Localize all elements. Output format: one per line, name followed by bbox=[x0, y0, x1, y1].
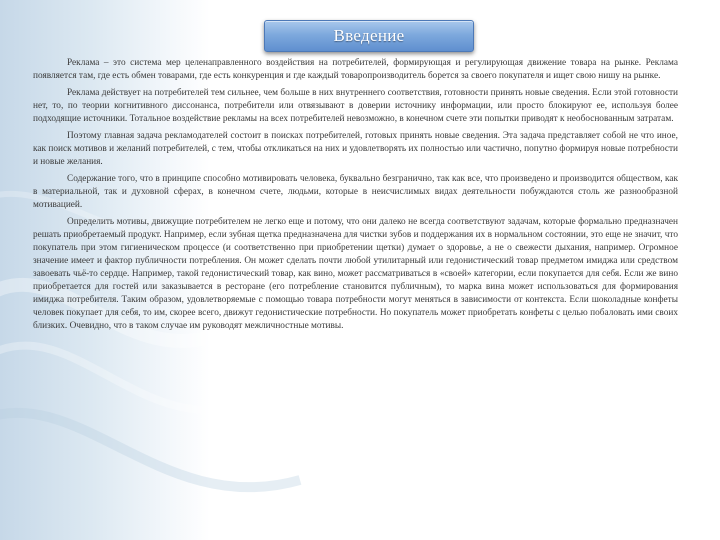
body-text bbox=[33, 57, 678, 337]
paragraph: Реклама действует на потребителей тем сильнее, чем больше в них внутреннего соответствия, готовности принять новые сведения. Если этой готовности нет, то, по теории когнитивного диссонанса, потребители или отвязывают в доверии источнику информации, или просто блокируют ее, используя более подходящие источники. Тотальное воздействие рекламы на всех потребителей невозможно, в конечном счете эти попытки приводят к необоснованным затратам. bbox=[33, 88, 678, 124]
paragraph: Реклама – это система мер целенаправленного воздействия на потребителей, формирующая и регулирующая движение товара на рынке. Реклама появляется там, где есть обмен товарами, где есть конкуренция и где каждый товаропроизводитель борется за своего покупателя и ищет свою нишу на рынке. bbox=[33, 58, 678, 81]
paragraph: Содержание того, что в принципе способно мотивировать человека, буквально безгранично, так как все, что произведено и производится обществом, как в материальной, так и духовной сферах, в конечном счете, людьми, которые в неисчислимых видах деятельности побуждаются столь же разнообразной мотивацией. bbox=[33, 174, 678, 210]
slide-title: Введение bbox=[333, 26, 405, 45]
paragraph: Определить мотивы, движущие потребителем не легко еще и потому, что они далеко не всегда соответствуют задачам, которые формально предназначен решать приобретаемый продукт. Например, если зубная щетка предназначена для чистки зубов и поддержания их в нормальном состоянии, это еще не значит, что покупатель при этом гигиеническом процессе (и соответственно при приобретении щетки) думает о здоровье, а не о свежести дыхания, например. Огромное значение имеет и фактор публичности потребления. Он может сделать почти любой утилитарный или гедонистический товар предметом имиджа или средством завоевать чьё-то сердце. Например, такой гедонистический товар, как вино, может рассматриваться в «своей» категории, если покупается для себя. Если же вино приобретается для гостей или заказывается в ресторане (его потребление становится публичным), то марка вина может использоваться для формирования имиджа потребителя. Таким образом, удовлетворяемые с помощью товара потребности могут меняться в зависимости от контекста. Если шоколадные конфеты человек покупает для себя, то им, скорее всего, движут гедонистические потребности. Но покупатель может приобретать конфеты с целью побаловать ими своих близких. Очевидно, что в таком случае им руководят межличностные мотивы. bbox=[33, 217, 678, 331]
paragraph: Поэтому главная задача рекламодателей состоит в поисках потребителей, готовых принять новые сведения. Эта задача представляет собой не что иное, как поиск мотивов и желаний потребителей, с тем, чтобы откликаться на них и удовлетворять их полностью или частично, попутно формируя новые потребности и новые желания. bbox=[33, 131, 678, 167]
slide-title-box bbox=[264, 20, 474, 52]
